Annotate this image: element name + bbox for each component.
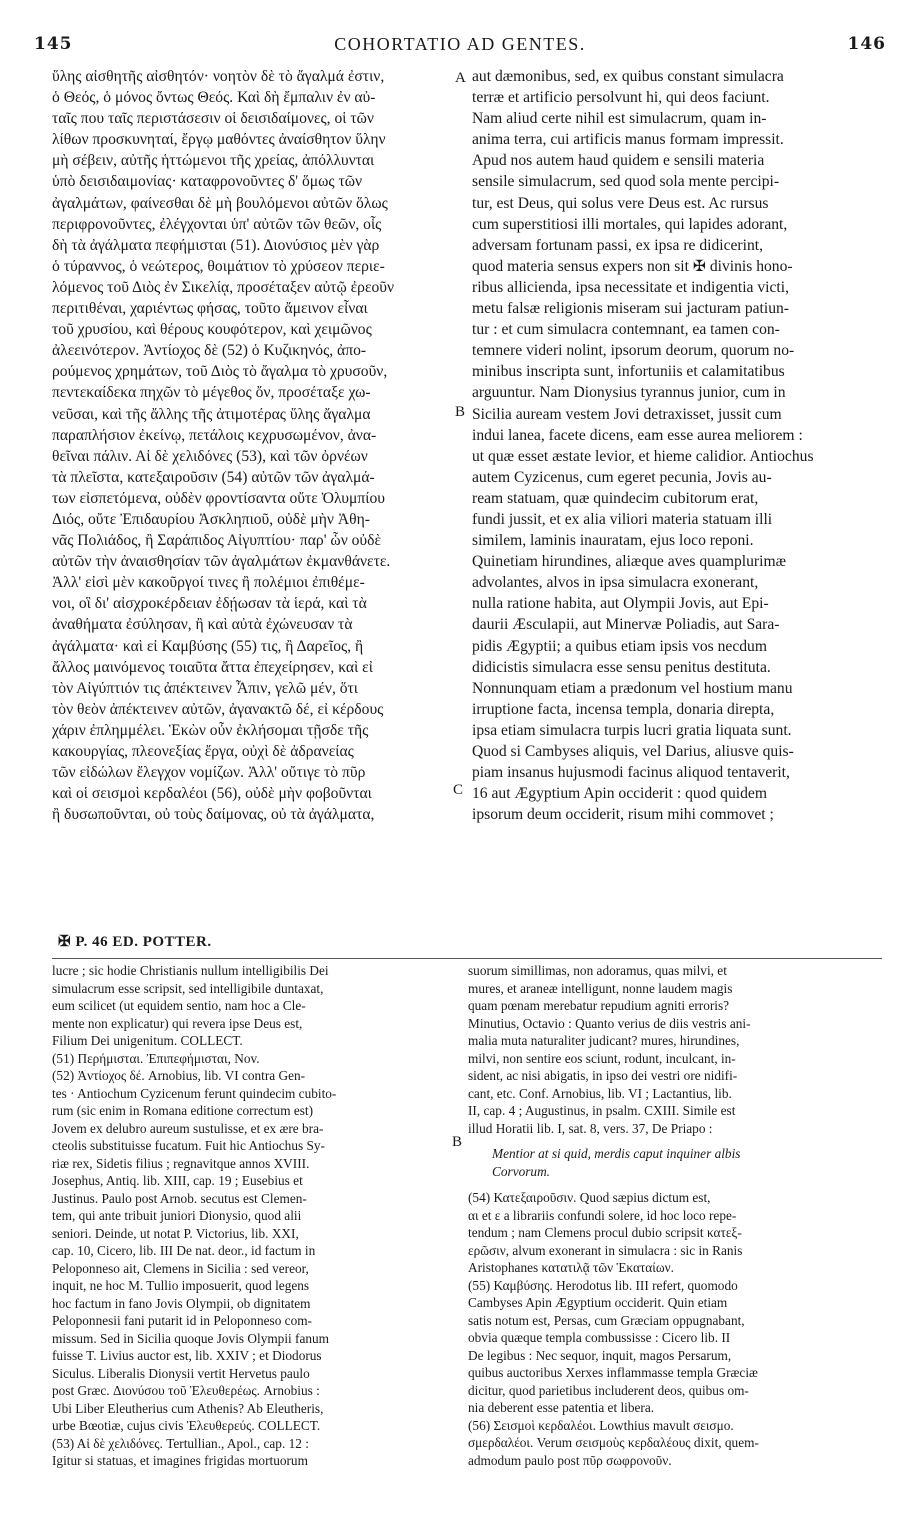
latin-text-line: autem Cyzicenus, cum egeret pecunia, Jovis au- — [472, 468, 772, 486]
note-line: (55) Καμβύσης. Herodotus lib. III refert, quomodo — [468, 1277, 738, 1293]
note-line: lucre ; sic hodie Christianis nullum intelligibilis Dei — [52, 963, 329, 978]
greek-text-line: ἀλεεινότερον. Ἀντίοχος δὲ (52) ὁ Κυζικηνός, ἀπο- — [52, 342, 367, 360]
latin-text-line: daurii Æsculapii, aut Minervæ Poliadis, aut Sara- — [472, 616, 780, 634]
page-header — [34, 34, 886, 58]
latin-text-line: Sicilia auream vestem Jovi detraxisset, jussit cum — [472, 405, 782, 423]
latin-text-line: Apud nos autem haud quidem e sensili materia — [472, 152, 765, 170]
greek-text-line: ὁ Θεός, ὁ μόνος ὄντως Θεός. Καὶ δὴ ἔμπαλιν ἐν αὐ- — [52, 89, 376, 107]
margin-letter-b: B — [455, 404, 466, 420]
note-line: hoc factum in fano Jovis Olympii, ob dignitatem — [52, 1295, 311, 1311]
note-line: satis notum est, Persas, cum Græciam oppugnabant, — [468, 1312, 745, 1328]
note-line: cteolis substituisse fucatum. Fuit hic Antiochus Sy- — [52, 1138, 325, 1153]
greek-text-line: ἄλλος μαινόμενος τοιαῦτα ἄττα ἐπεχείρησεν, καὶ εἰ — [52, 658, 373, 676]
note-line: eum scilicet (ut equidem sentio, nam hoc a Cle- — [52, 998, 306, 1013]
greek-text-line: ὑπὸ δεισιδαιμονίας· καταφρονοῦντες δ' ὅμως τῶν — [52, 173, 363, 191]
note-line: (53) Αἱ δὲ χελιδόνες. Tertullian., Apol., cap. 12 : — [52, 1435, 309, 1451]
note-line: Peloponneso ait, Clemens in Sicilia : sed vereor, — [52, 1260, 309, 1276]
running-title: COHORTATIO AD GENTES. — [334, 34, 586, 54]
note-line: tendum ; nam Clemens procul dubio scripsit κατεξ- — [468, 1225, 742, 1240]
note-line: simulacrum esse scripsit, sed intelligibile duntaxat, — [52, 980, 324, 996]
note-line: II, cap. 4 ; Augustinus, in psalm. CXIII. Simile est — [468, 1103, 736, 1118]
latin-text-line: Nam aliud certe nihil est simulacrum, quam in- — [472, 110, 767, 128]
note-line: (56) Σεισμοὶ κερδαλέοι. Lowthius mavult σεισμο. — [468, 1417, 734, 1433]
note-line: σμερδαλέοι. Verum σεισμοὺς κερδαλέους dixit, quem- — [468, 1435, 759, 1450]
greek-text-line: ὁ τύραννος, ὁ νεώτερος, θοιμάτιον τὸ χρύσεον περιε- — [52, 257, 385, 275]
note-line: post Græc. Διονύσου τοῦ Ἐλευθερέως. Arnobius : — [52, 1383, 320, 1398]
greek-text-line: αὐτῶν τὴν ἀναισθησίαν τῶν ἀγαλμάτων ἐκμανθάνετε. — [52, 553, 391, 571]
margin-letter-c: C — [453, 782, 464, 798]
greek-text-line: ἀναθήματα ἐσύλησαν, ἢ καὶ αὐτὰ ἐχώνευσαν τὰ — [52, 616, 353, 634]
greek-text-line: ὕλης αἰσθητῆς αἰσθητόν· νοητὸν δὲ τὸ ἄγαλμά ἐστιν, — [52, 68, 385, 85]
note-line: Ubi Liber Eleutherius cum Athenis? Ab Eleutheris, — [52, 1400, 324, 1416]
greek-text-line: καὶ οἱ σεισμοὶ κερδαλέοι (56), οὐδὲ μὴν φοβοῦνται — [52, 785, 372, 803]
note-line: obvia quæque templa combussisse : Cicero lib. II — [468, 1330, 731, 1345]
note-line: suorum simillimas, non adoramus, quas milvi, et — [468, 963, 727, 978]
latin-text-line: ut quæ esset æstate levior, et hieme calidior. Antiochus — [472, 447, 814, 465]
notes-right-lower — [468, 1189, 884, 1469]
latin-text-line: ribus allicienda, ipsa necessitate et indigentia victi, — [472, 278, 789, 296]
edition-page-marker: ✠ P. 46 ED. POTTER. — [58, 934, 212, 950]
greek-text-line: νᾶς Πολιάδος, ἢ Σαράπιδος Αἰγυπτίου· παρ' ὧν οὐδὲ — [52, 532, 382, 550]
note-line: rum (sic enim in Romana editione correctum est) — [52, 1103, 314, 1118]
note-line: tem, qui ante tribuit juniori Dionysio, quod alii — [52, 1208, 302, 1223]
notes-right-column — [468, 962, 884, 1469]
page-number-left: 145 — [34, 34, 73, 54]
note-line: Filium Dei unigenitum. COLLECT. — [52, 1033, 243, 1048]
latin-text-line: ipsa etiam simulacra turpis lucri gratia liquata sunt. — [472, 721, 792, 739]
note-line: illud Horatii lib. I, sat. 8, vers. 37, De Priapo : — [468, 1120, 713, 1136]
latin-text-line: irruptione facta, incensa templa, donaria direpta, — [472, 700, 775, 718]
greek-text-line: κακουργίας, πλεονεξίας ἔργα, οὐχὶ δὲ ἀδρανείας — [52, 743, 354, 760]
latin-text-line: cum superstitiosi illi mortales, qui lapides adorant, — [472, 215, 788, 233]
note-line: sident, ac nisi abigatis, in ipso dei vestri ore nidifi- — [468, 1068, 738, 1083]
note-line: De legibus : Nec sequor, inquit, magos Persarum, — [468, 1347, 732, 1363]
greek-text-line: χάριν ἐπλημμέλει. Ἑκὼν οὖν ἐκλήσομαι τῇσδε τῆς — [52, 721, 369, 739]
notes-left-column — [52, 962, 458, 1470]
greek-text-line: Διός, οὔτε Ἐπιδαυρίου Ἀσκληπιοῦ, οὐδὲ μὴν Ἀθη- — [52, 510, 370, 528]
latin-text-line: ream statuam, quæ quindecim cubitorum erat, — [472, 489, 759, 507]
note-line: Siculus. Liberalis Dionysii vertit Hervetus paulo — [52, 1365, 310, 1381]
note-line: (54) Κατεξαιροῦσιν. Quod sæpius dictum est, — [468, 1190, 711, 1205]
greek-text-line: ρούμενος χρημάτων, τοῦ Διὸς τὸ ἄγαλμα τὸ χρυσοῦν, — [52, 363, 388, 381]
latin-text-line: tur, est Deus, qui solus vere Deus est. Ac rursus — [472, 194, 769, 212]
note-line: quibus auctoribus Xerxes inflammasse templa Græciæ — [468, 1365, 758, 1380]
latin-text-line: nulla ratione habita, aut Olympii Jovis, aut Epi- — [472, 595, 769, 613]
notes-right-upper — [468, 962, 884, 1137]
greek-text-line: των εἰσπετόμενα, οὐδὲν φροντίσαντα οὔτε Ὀλυμπίου — [52, 489, 385, 507]
note-line: cant, etc. Conf. Arnobius, lib. VI ; Lactantius, lib. — [468, 1085, 732, 1101]
note-line: dicitur, quod parietibus includerent deos, quibus om- — [468, 1382, 749, 1398]
latin-text-line: terræ et artificio persolvunt hi, qui deos faciunt. — [472, 89, 770, 107]
latin-text-line: aut dæmonibus, sed, ex quibus constant simulacra — [472, 68, 784, 85]
latin-text-line: pidis Ægyptii; a quibus etiam ipsis vos necdum — [472, 637, 767, 655]
note-line: tes · Antiochum Cyzicenum ferunt quindecim cubito- — [52, 1085, 337, 1101]
latin-text-line: piam insanus hujusmodi facinus aliquod tentaverit, — [472, 764, 790, 782]
note-line: quam pœnam merebatur repudium agniti erroris? — [468, 998, 730, 1013]
greek-text-line: τὸν Αἰγύπτιόν τις ἀπέκτεινεν Ἆπιν, γελῶ μέν, ὅτι — [52, 679, 359, 697]
note-line: αι et ε a librariis confundi solere, id hoc loco repe- — [468, 1207, 737, 1223]
latin-text-line: fundi jussit, et ex alia viliori materia statuam illi — [472, 510, 773, 528]
greek-text-line: πεντεκαίδεκα πηχῶν τὸ μέγεθος ὄν, προσέταξε χω- — [52, 384, 371, 402]
note-line: malia muta naturaliter judicant? mures, hirundines, — [468, 1033, 740, 1048]
page-number-right: 146 — [847, 34, 886, 54]
note-line: inquit, ne hoc M. Tullio imposuerit, quod legens — [52, 1278, 310, 1293]
greek-text-line: ταῖς που ταῖς περιστάσεσιν οἱ δεισιδαίμονες, οἱ τῶν — [52, 110, 374, 128]
note-line: nia deberent esse patentia et libera. — [468, 1400, 655, 1415]
latin-text-line: metu falsæ religionis miseram sui jacturam patiun- — [472, 300, 789, 318]
note-line: fuisse T. Livius auctor est, lib. XXIV ; et Diodorus — [52, 1348, 322, 1363]
greek-text-line: λίθων προσκυνηταί, ἔργῳ μαθόντες ἀναίσθητον ὕλην — [52, 131, 386, 149]
greek-text-line: τὸν θεὸν ἀπέκτεινεν αὐτῶν, ἀγανακτῶ δέ, εἰ κέρδους — [52, 700, 384, 718]
note-line: Cambyses Apin Ægyptium occiderit. Quin etiam — [468, 1295, 728, 1310]
greek-text-line: ἀγαλμάτων, φαίνεσθαι δὲ μὴ βουλόμενοι αὐτῶν ὅλως — [52, 194, 388, 212]
greek-text-line: παραπλήσιον ἐκείνῳ, πετάλοις κεχρυσωμένον, ἀνα- — [52, 426, 377, 444]
latin-text-line: anima terra, cui artificis manus formam impressit. — [472, 131, 784, 149]
greek-text-line: τὰ πλεῖστα, κατεξαιροῦσιν (54) αὐτῶν τῶν ἀγαλμά- — [52, 468, 375, 486]
note-line: seniori. Deinde, ut notat P. Victorius, lib. XXI, — [52, 1225, 299, 1241]
latin-text-line: tur : et cum simulacra contemnant, ea tamen con- — [472, 321, 780, 339]
greek-text-line: περιφρονοῦντες, ἐλέγχονται ὑπ' αὐτῶν τῶν θεῶν, οἷς — [52, 215, 382, 233]
quote-line: Mentior at si quid, merdis caput inquiner albis — [492, 1146, 741, 1161]
greek-text-line: τῶν εἰδώλων ἔλεγχον νομίζων. Ἀλλ' οὔτιγε τὸ πῦρ — [52, 764, 366, 782]
latin-text-line: sensile simulacrum, sed quod sola mente percipi- — [472, 173, 780, 191]
quote-line: Corvorum. — [492, 1164, 550, 1179]
note-line: mures, et araneæ intelligunt, nonne laudem magis — [468, 980, 733, 996]
greek-text-line: ἢ δυσωποῦνται, οὐ τοὺς δαίμονας, οὐ τὰ ἀγάλματα, — [52, 806, 375, 824]
note-line: (51) Περήμισται. Ἐπιπεφήμισται, Nov. — [52, 1050, 260, 1066]
margin-letter-a: A — [455, 70, 466, 86]
note-line: Justinus. Paulo post Arnob. secutus est Clemen- — [52, 1190, 307, 1206]
note-line: cap. 10, Cicero, lib. III De nat. deor., id factum in — [52, 1243, 316, 1258]
note-line: urbe Bœotiæ, cujus civis Ἐλευθερεύς. COLLECT. — [52, 1418, 321, 1433]
note-line: Igitur si statuas, et imagines frigidas mortuorum — [52, 1453, 308, 1468]
note-line: mente non explicatur) qui revera ipse Deus est, — [52, 1015, 303, 1031]
note-line: milvi, non sentire eos sciunt, rodunt, inculcant, in- — [468, 1050, 736, 1066]
latin-text-line: adversam fortunam passi, ex ipsa re didicerint, — [472, 236, 763, 254]
notes-divider — [52, 958, 882, 959]
latin-text-line: arguuntur. Nam Dionysius tyrannus junior, cum in — [472, 384, 786, 402]
latin-text-line: minibus inscripta sunt, infortuniis et calamitatibus — [472, 363, 785, 381]
greek-text-line: ἀγάλματα· καὶ εἰ Καμβύσης (55) τις, ἢ Δαρεῖος, ἢ — [52, 637, 364, 655]
greek-text-line: περιτιθέναι, χαριέντως φήσας, τοῦτο ἄμεινον εἶναι — [52, 300, 368, 318]
note-line: admodum paulo post πῦρ σωφρονοῦν. — [468, 1452, 672, 1468]
latin-text-line: similem, laminis inauratam, ejus loco reponi. — [472, 532, 754, 550]
latin-text-line: didicistis simulacra esse sensu penitus destituta. — [472, 658, 771, 676]
horace-quotation — [468, 1145, 884, 1181]
note-line: Peloponnesii fani putarit id in Peloponneso com- — [52, 1313, 312, 1328]
latin-text-line: advolantes, alvos in ipsa simulacra exonerant, — [472, 574, 759, 592]
greek-text-line: λόμενος τοῦ Διὸς ἐν Σικελίᾳ, προσέταξεν αὐτῷ ἐρεοῦν — [52, 278, 395, 296]
greek-text-line: Ἀλλ' εἰσὶ μὲν κακοῦργοί τινες ἢ πολέμιοι ἐπιθέμε- — [52, 574, 365, 592]
note-line: ερῶσιν, alvum exonerant in simulacra : sic in Ranis — [468, 1242, 743, 1258]
note-line: Josephus, Antiq. lib. XIII, cap. 19 ; Eusebius et — [52, 1173, 303, 1188]
greek-text-line: μὴ σέβειν, αὐτῆς ἡττώμενοι τῆς χρείας, ἀπόλλυνται — [52, 152, 375, 170]
note-line: missum. Sed in Sicilia quoque Jovis Olympii fanum — [52, 1330, 330, 1346]
latin-text-column — [472, 66, 884, 825]
latin-text-line: indui lanea, facete dicens, eam esse aurea meliorem : — [472, 426, 803, 444]
greek-text-line: δὴ τὰ ἀγάλματα πεφήμισται (51). Διονύσιος μὲν γὰρ — [52, 236, 380, 254]
greek-text-line: νοι, οἳ δι' αἰσχροκέρδειαν ἐδῄωσαν τὰ ἱερά, καὶ τὰ — [52, 595, 367, 613]
note-line: Aristophanes κατατιλᾷ τῶν Ἑκαταίων. — [468, 1260, 674, 1275]
latin-text-line: temnere videri nolint, ipsorum deorum, quorum no- — [472, 342, 795, 360]
greek-text-line: θεῖναι πάλιν. Αἱ δὲ χελιδόνες (53), καὶ τῶν ὀρνέων — [52, 447, 368, 465]
latin-text-line: Quod si Cambyses aliquis, vel Darius, aliusve quis- — [472, 743, 794, 760]
greek-text-line: τοῦ χρυσίου, καὶ θέρους κουφότερον, καὶ χειμῶνος — [52, 321, 372, 339]
greek-text-column — [52, 66, 456, 825]
margin-letter-b-notes: B — [452, 1134, 463, 1150]
latin-text-line: 16 aut Ægyptium Apin occiderit : quod quidem — [472, 785, 767, 803]
greek-text-line: νεῦσαι, καὶ τῆς ἄλλης τῆς ἀτιμοτέρας ὕλης ἄγαλμα — [52, 405, 371, 423]
note-line: Jovem ex delubro aureum sustulisse, et ex ære bra- — [52, 1120, 324, 1136]
latin-text-line: Nonnunquam etiam a prædonum vel hostium manu — [472, 679, 793, 697]
note-line: (52) Ἀντίοχος δέ. Arnobius, lib. VI contra Gen- — [52, 1068, 306, 1083]
latin-text-line: ipsorum deum occiderit, risum mihi commovet ; — [472, 806, 774, 824]
note-line: riæ rex, Sidetis filius ; regnavitque annos XVIII. — [52, 1155, 310, 1171]
note-line: Minutius, Octavio : Quanto verius de diis vestris ani- — [468, 1015, 751, 1031]
latin-text-line: quod materia sensus expers non sit ✠ divinis hono- — [472, 257, 793, 275]
latin-text-line: Quinetiam hirundines, aliæque aves quamplurimæ — [472, 553, 786, 571]
